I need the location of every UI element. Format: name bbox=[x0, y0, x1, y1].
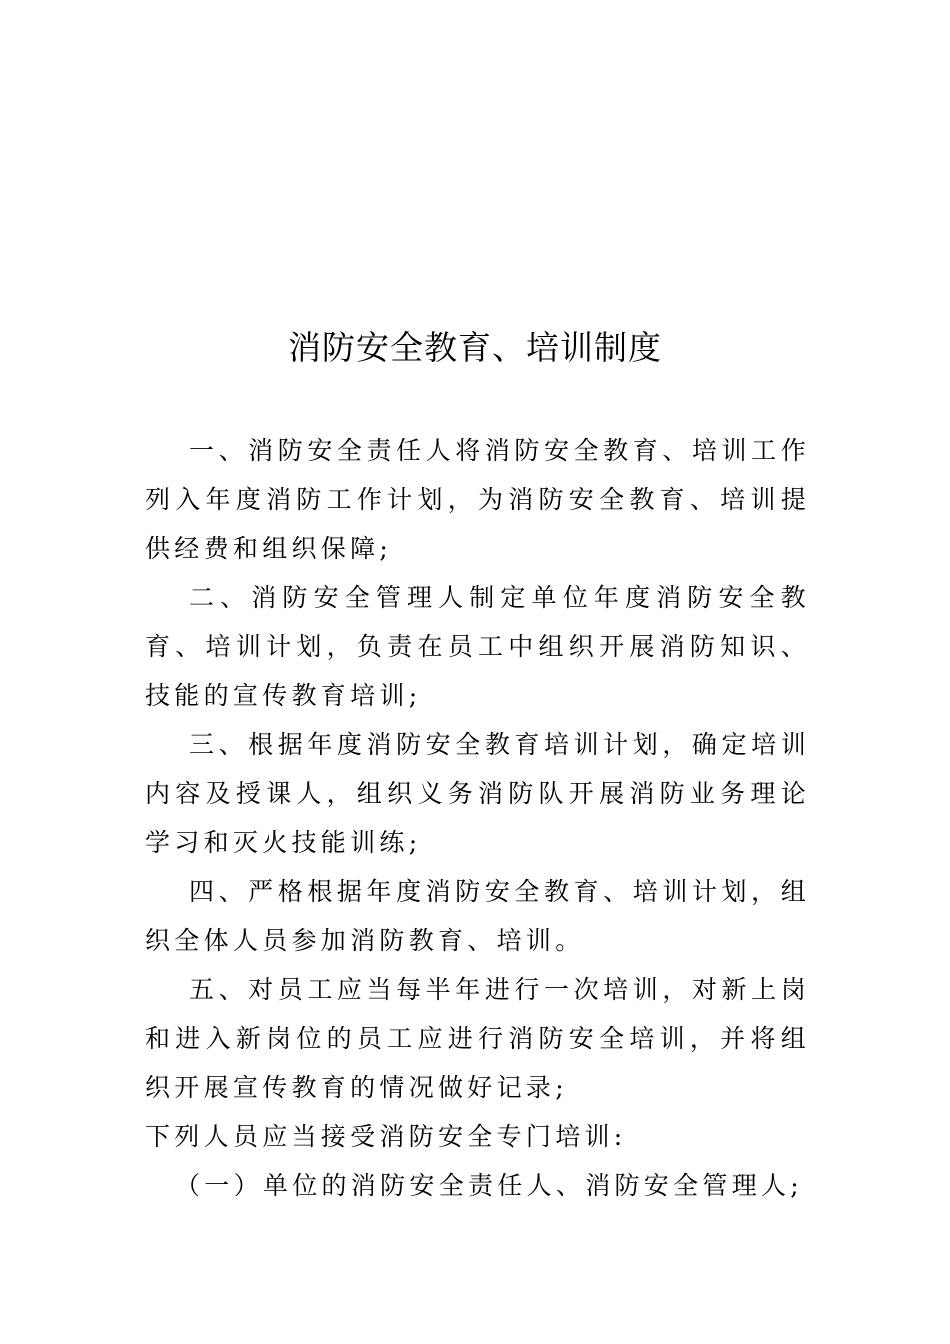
paragraph-2: 二、消防安全管理人制定单位年度消防安全教育、培训计划，负责在员工中组织开展消防知识、技能的宣传教育培训; bbox=[145, 583, 810, 710]
training-subheading: 下列人员应当接受消防安全专门培训: bbox=[145, 1122, 627, 1151]
document-body bbox=[145, 426, 810, 1210]
paragraph-3: 三、根据年度消防安全教育培训计划，确定培训内容及授课人，组织义务消防队开展消防业务理论学习和灭火技能训练; bbox=[145, 730, 810, 857]
document-title: 消防安全教育、培训制度 bbox=[288, 328, 662, 367]
paragraph-4: 四、严格根据年度消防安全教育、培训计划，组织全体人员参加消防教育、培训。 bbox=[145, 877, 810, 955]
sub-item-1: （一）单位的消防安全责任人、消防安全管理人; bbox=[175, 1171, 804, 1200]
paragraph-5: 五、对员工应当每半年进行一次培训，对新上岗和进入新岗位的员工应进行消防安全培训，并将组织开展宣传教育的情况做好记录; bbox=[145, 975, 810, 1102]
paragraph-1: 一、消防安全责任人将消防安全教育、培训工作列入年度消防工作计划，为消防安全教育、培训提供经费和组织保障; bbox=[145, 436, 810, 563]
